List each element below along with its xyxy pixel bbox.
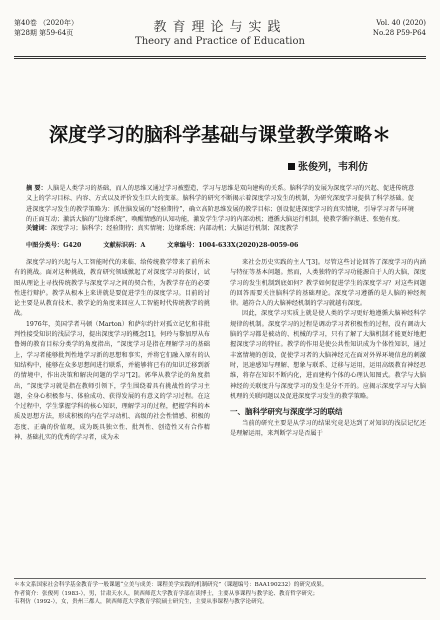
keywords-label: 关键词： [26, 225, 51, 232]
body-paragraph: 因此，深度学习实质上就是使人类的学习更好地遵循大脑神经科学规律的机制。深度学习的过程是调动学习者积极性的过程，没有调动大脑的学习都是被动的、机械的学习，只有了解了大脑机制才能更好地把握深度学习的特征。教学的作用是使公共性知识成为个体性知识，通过丰富情境的创设，促使学习者的大脑神经元在面对外界环境信息的刺激时，迅速感知与理解、想象与联系、迁移与运用，运用高级教育神经思维，将存在知识不断内化，进而建构个体的心理认知图式。教学与大脑神经的关联度升与深度学习的发生是分不开的。应揭示深度学习与大脑机理的关联问题以及促进深度学习发生的教学策略。 [230, 310, 426, 400]
issue-line-en: No.28 P59-P64 [372, 29, 426, 37]
volume-info-right [373, 18, 426, 38]
journal-title-en: Theory and Practice of Education [135, 36, 305, 47]
header-rule-thin [14, 58, 426, 59]
author-marker-icon [288, 163, 295, 170]
article-number: 文章编号：1004-633X(2020)28-0059-06 [167, 242, 299, 249]
fund-note: ＊本文系国家社会科学基金教育学一般课题“立美与成美：课程美学实践的机制研究”（课题编号：BAA190232）的研究成果。 [14, 582, 328, 588]
volume-line-en: Vol. 40 (2020) [376, 19, 426, 27]
article-authors [288, 158, 368, 173]
footnotes [14, 578, 426, 607]
author-names: 张俊列，韦利仿 [298, 162, 368, 173]
body-column-left [14, 258, 210, 443]
section-heading: 一、脑科学研究与深度学习的联结 [230, 407, 343, 417]
article-title: 深度学习的脑科学基础与课堂教学策略＊ [48, 124, 391, 146]
body-paragraph: 来社会历史实践的主人”[3]。尽管这些讨论回答了深度学习的内涵与特征等基本问题。然而，人类独特的学习功能源自于人的大脑，深度学习的发生机制到底如何？教学如何促进学生的深度学习？对这些问题的回答需要关注脑科学的基础理论。深度学习遵循的是人脑的神经规律。越符合人的大脑神经机制的学习就越有深度。 [230, 259, 426, 308]
keywords-text: 深度学习；脑科学；经验期待；真实情境；边缘系统；内部动机；大脑运行机制；深度教学 [50, 225, 299, 232]
body-paragraph: 深度学习的兴起与人工智能时代的来临、给传统教学带来了前所未有的挑战。面对这种挑战，教育研究领域掀起了对深度学习的探讨，试图从理论上寻找传统教学与深度学习之间的契合性，为教学存在的必要性进行辩护。教学从根本上来讲就是要促进学生的深度学习。目前的讨论主要是从教育技术、教学论的角度来回应人工智能时代传统教学的挑战。 [14, 259, 210, 318]
header-rule [14, 56, 426, 57]
author-bio-2: 韦利仿（1992-），女，贵州三都人，陕西师范大学教育学院硕士研究生，主要从事课程与教学论研究。 [14, 599, 268, 606]
journal-header [14, 14, 426, 54]
body-column-right [230, 258, 426, 440]
author-bio-1: 作者简介：张俊列（1983-），男，甘肃天水人，陕西师范大学教育学部在读博士，主要从事课程与教学论、教育哲学研究； [14, 590, 319, 597]
journal-title-cn: 教育理论与实践 [153, 20, 287, 35]
clc-number: 中图分类号：G420 [26, 242, 82, 249]
keywords [26, 224, 414, 234]
abstract-text: 人脑是人类学习的基础，而人的思维又通过学习被塑造，学习与思维是双向建构的关系。脑科学的发展为深度学习的兴起、促进传统意义上的学习目标、内容、方式以及评价发生巨大的变革。脑科学的研究不断揭示着深度学习发生的机制，为研究深度学习提供了科学基础。促进深度学习发生的教学策略为：抓住脑发展的“经验期待”，确立高阶思维发展的教学目标；创设促进深度学习的真实情境，引导学习者与环境的正面互动；激活大脑的“边缘系统”，唤醒情感的认知功能，激发学生学习的内部动机；遵循大脑运行机制，使教学循序渐进、张弛有度。 [26, 185, 415, 223]
abstract-label: 摘 要： [26, 185, 47, 192]
journal-title [14, 16, 426, 47]
document-code: 文献标识码：A [103, 242, 146, 249]
issue-line: 第28期 第59-64页 [14, 29, 74, 37]
body-paragraph: 当前的研究主要是从学习的结果究竟是达到了对知识的浅层记忆还是理解运用，来判断学习是否属于 [230, 420, 426, 438]
article-meta [26, 241, 414, 251]
volume-line: 第40卷 （2020年） [14, 19, 78, 27]
abstract [26, 184, 414, 225]
body-paragraph: 1976年，美国学者马顿（Marton）和萨尔约针对孤立记忆和非批判性接受知识的浅层学习，提出深度学习的概念[1]，何玲与黎加厚从布鲁姆的教育目标分类学的角度指出，“深度学习是指在理解学习的基础上，学习者能够批判性地学习新的思想和事实，并将它们融入原有的认知结构中，能够在众多思想间进行联系，并能够将已有的知识迁移到新的情境中，作出决策和解决问题的学习”[2]。郭华从教学论的角度指出，“深度学习就是指在教师引领下，学生围绕着具有挑战性的学习主题，全身心积极参与、体验成功、获得发展的有意义的学习过程。在这个过程中，学生掌握学科的核心知识，理解学习的过程，把握学科的本质及思想方法，形成积极的内在学习动机、高级的社会性情感、积极的态度、正确的价值观，成为既具独立性、批判性、创造性又有合作精神、基础扎实的优秀的学习者，成为未 [14, 320, 210, 442]
